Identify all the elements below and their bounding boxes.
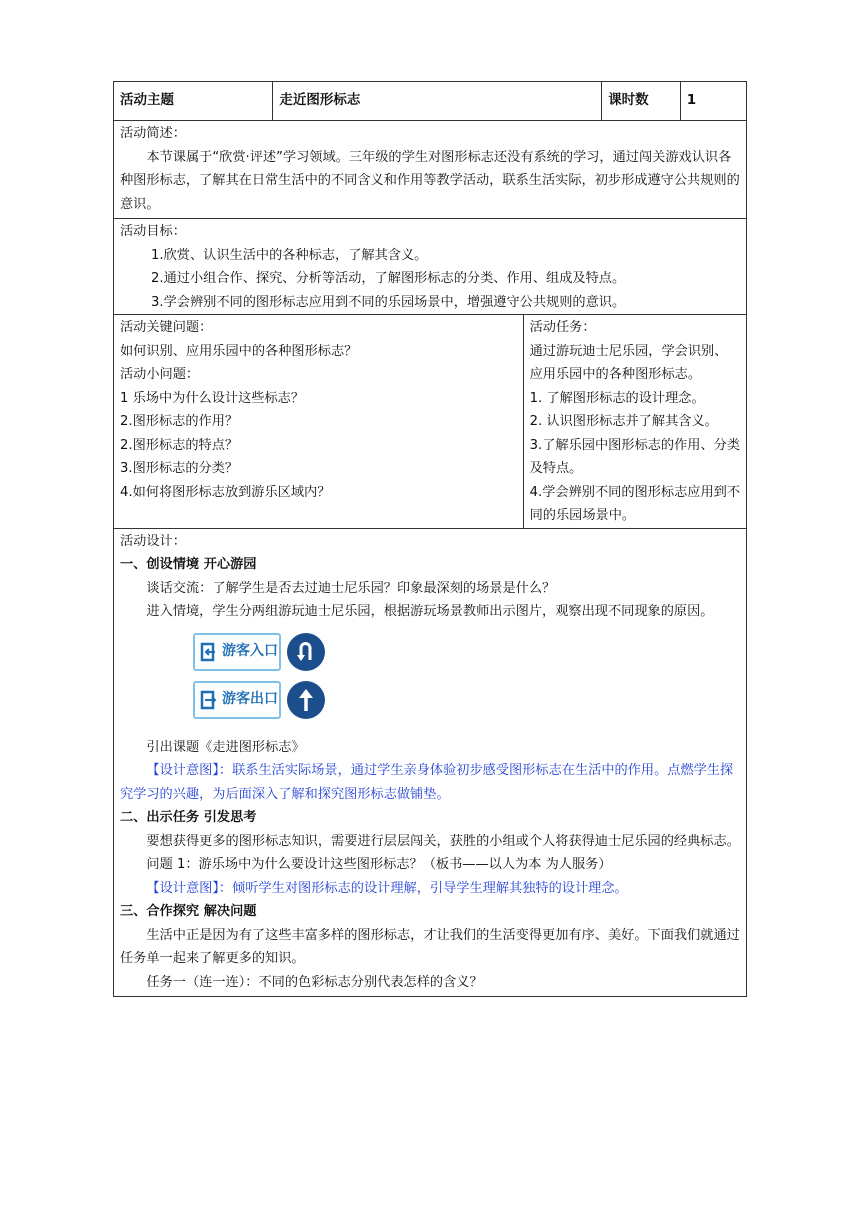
section-1-paragraph: 谈话交流：了解学生是否去过迪士尼乐园？印象最深刻的场景是什么？ xyxy=(146,580,556,596)
goal-item: 1.欣赏、认识生活中的各种标志，了解其含义。 xyxy=(151,247,428,263)
design-title: 活动设计： xyxy=(120,533,186,549)
section-1-paragraph: 引出课题《走进图形标志》 xyxy=(146,739,305,755)
tasks-title: 活动任务： xyxy=(529,320,596,335)
task-item: 4.学会辨别不同的图形标志应用到不同的乐园场景中。 xyxy=(529,484,741,523)
key-question-title: 活动关键问题： xyxy=(120,320,213,335)
section-3-paragraph: 任务一（连一连）：不同的色彩标志分别代表怎样的含义？ xyxy=(146,974,483,990)
lesson-plan-page xyxy=(113,81,747,997)
section-2-paragraph: 要想获得更多的图形标志知识，需要进行层层闯关，获胜的小组或个人将获得迪士尼乐园的经典标志。 xyxy=(146,833,740,849)
overview-title: 活动简述： xyxy=(120,126,186,141)
section-3-title: 三、合作探究 解决问题 xyxy=(120,904,257,919)
section-2-intent xyxy=(120,877,740,901)
section-1-paragraph: 进入情境，学生分两组游玩迪士尼乐园，根据游玩场景教师出示图片，观察出现不同现象的原因。 xyxy=(146,604,714,619)
sub-question: 3.图形标志的分类？ xyxy=(120,461,239,476)
exit-sign-text: 游客出口 xyxy=(222,690,278,707)
arrow-up-icon xyxy=(287,681,325,719)
hours-label: 课时数 xyxy=(602,82,681,121)
goal-item: 2.通过小组合作、探究、分析等活动，了解图形标志的分类、作用、组成及特点。 xyxy=(151,271,626,286)
exit-sign xyxy=(193,680,740,720)
sub-questions-title: 活动小问题： xyxy=(120,367,200,382)
intent-label: 【设计意图】 xyxy=(146,880,219,896)
entrance-sign xyxy=(193,632,740,672)
task-item: 2. 认识图形标志并了解其含义。 xyxy=(529,414,718,429)
intent-label: 【设计意图】 xyxy=(146,763,219,778)
hours-value: 1 xyxy=(680,82,746,121)
entrance-sign-text: 游客入口 xyxy=(222,642,278,659)
entrance-door-icon xyxy=(200,642,218,662)
key-question: 如何识别、应用乐园中的各种图形标志？ xyxy=(120,343,358,359)
section-2-paragraph: 问题 1：游乐场中为什么要设计这些图形标志？（板书——以人为本 为人服务） xyxy=(146,857,612,872)
goals-title: 活动目标： xyxy=(120,224,186,239)
theme-value: 走近图形标志 xyxy=(273,82,602,121)
goal-item: 3.学会辨别不同的图形标志应用到不同的乐园场景中，增强遵守公共规则的意识。 xyxy=(151,294,626,310)
overview-text: 本节课属于“欣赏·评述”学习领域。三年级的学生对图形标志还没有系统的学习，通过闯关游戏认识各种图形标志，了解其在日常生活中的不同含义和作用等教学活动，联系生活实际，初步形成遵守公共规则的意识。 xyxy=(120,149,740,212)
sub-question: 4.如何将图形标志放到游乐区域内？ xyxy=(120,484,331,500)
section-2-title: 二、出示任务 引发思考 xyxy=(120,810,257,825)
section-1-intent xyxy=(120,759,740,806)
header-row xyxy=(114,82,747,121)
theme-label: 活动主题 xyxy=(114,82,273,121)
task-item: 1. 了解图形标志的设计理念。 xyxy=(529,390,705,406)
intent-text: ：联系生活实际场景，通过学生亲身体验初步感受图形标志在生活中的作用。点燃学生探究学习的兴趣，为后面深入了解和探究图形标志做铺垫。 xyxy=(120,763,734,802)
intent-text: ：倾听学生对图形标志的设计理解，引导学生理解其独特的设计理念。 xyxy=(218,880,628,896)
questions-tasks-row xyxy=(114,315,747,529)
section-3-paragraph: 生活中正是因为有了这些丰富多样的图形标志，才让我们的生活变得更加有序、美好。下面我们就通过任务单一起来了解更多的知识。 xyxy=(120,927,740,966)
u-turn-icon xyxy=(287,633,325,671)
tasks-intro: 通过游玩迪士尼乐园，学会识别、应用乐园中的各种图形标志。 xyxy=(529,343,728,382)
sub-question: 1 乐场中为什么设计这些标志？ xyxy=(120,390,305,406)
sub-question: 2.图形标志的特点？ xyxy=(120,437,239,453)
design-row xyxy=(114,528,747,997)
section-1-title: 一、创设情境 开心游园 xyxy=(120,557,257,572)
exit-door-icon xyxy=(200,690,218,710)
sub-question: 2.图形标志的作用？ xyxy=(120,414,239,429)
lesson-plan-table xyxy=(113,81,747,997)
sign-images xyxy=(120,624,740,736)
overview-row xyxy=(114,121,747,219)
goals-row xyxy=(114,219,747,315)
task-item: 3.了解乐园中图形标志的作用、分类及特点。 xyxy=(529,437,741,476)
